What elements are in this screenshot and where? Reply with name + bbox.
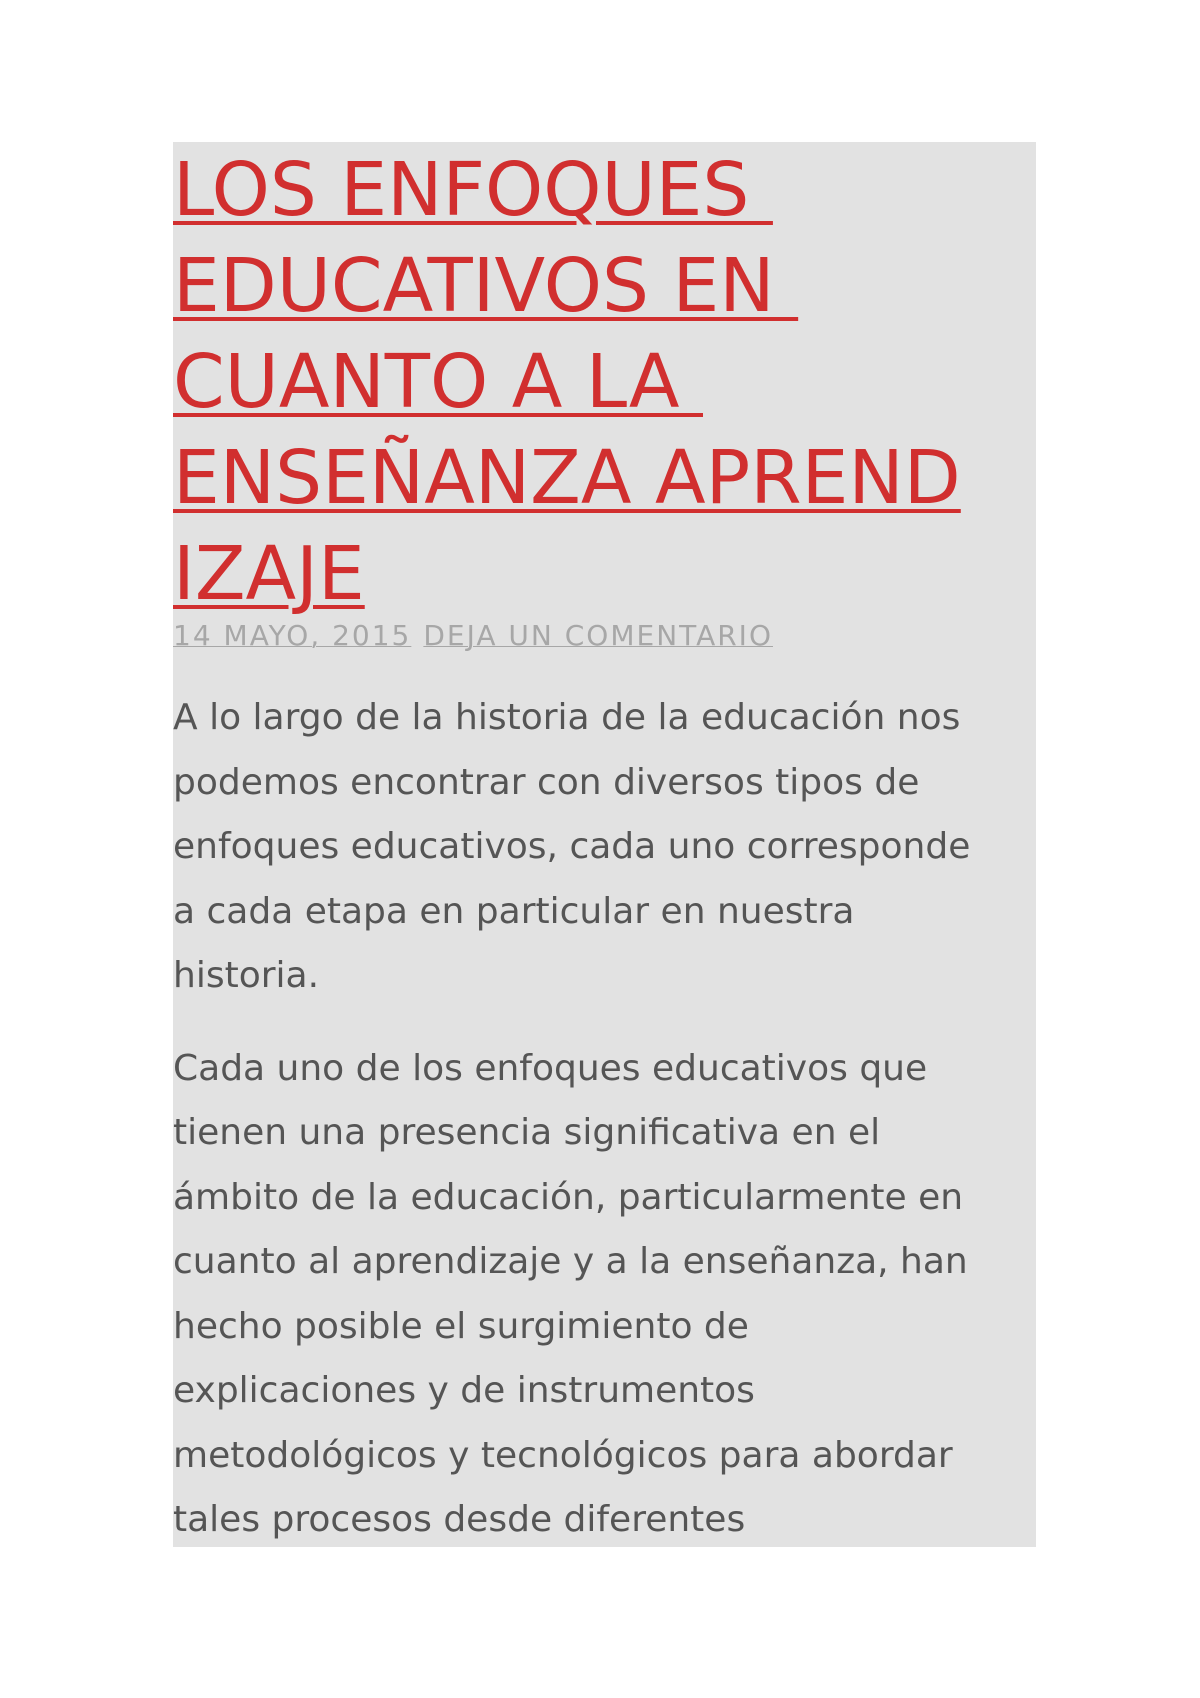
paragraph-2-line: metodológicos y tecnológicos para abordar — [173, 1434, 953, 1476]
title-line-5[interactable]: IZAJE — [173, 531, 365, 617]
paragraph-2-line: hecho posible el surgimiento de — [173, 1305, 749, 1347]
paragraph-1-line: A lo largo de la historia de la educación nos — [173, 697, 961, 738]
meta-separator — [411, 619, 423, 652]
title-line-4[interactable]: ENSEÑANZA APREND — [173, 435, 961, 521]
paragraph-2-line: explicaciones y de instrumentos — [173, 1370, 755, 1411]
paragraph-2-line: cuanto al aprendizaje y a la enseñanza, han — [173, 1241, 968, 1282]
article-title-link[interactable] — [173, 142, 1036, 622]
paragraph-1 — [173, 686, 1036, 1009]
paragraph-2-line: ámbito de la educación, particularmente en — [173, 1176, 964, 1218]
paragraph-1-line: enfoques educativos, cada uno corresponde — [173, 826, 971, 867]
title-line-2[interactable]: EDUCATIVOS EN — [173, 243, 799, 329]
paragraph-2-line: tienen una presencia significativa en el — [173, 1112, 881, 1153]
paragraph-1-line: a cada etapa en particular en nuestra — [173, 890, 855, 932]
paragraph-1-line: historia. — [173, 955, 320, 996]
paragraph-2 — [173, 1037, 1036, 1548]
article-block — [173, 142, 1036, 1547]
title-line-1[interactable]: LOS ENFOQUES — [173, 147, 773, 233]
paragraph-1-line: podemos encontrar con diversos tipos de — [173, 761, 920, 803]
paragraph-2-line: tales procesos desde diferentes — [173, 1499, 746, 1540]
post-date-link[interactable]: 14 MAYO, 2015 — [173, 619, 412, 652]
leave-comment-link[interactable]: DEJA UN COMENTARIO — [423, 619, 773, 652]
post-meta — [173, 616, 1036, 656]
title-line-3[interactable]: CUANTO A LA — [173, 339, 703, 425]
paragraph-2-line: Cada uno de los enfoques educativos que — [173, 1047, 928, 1089]
